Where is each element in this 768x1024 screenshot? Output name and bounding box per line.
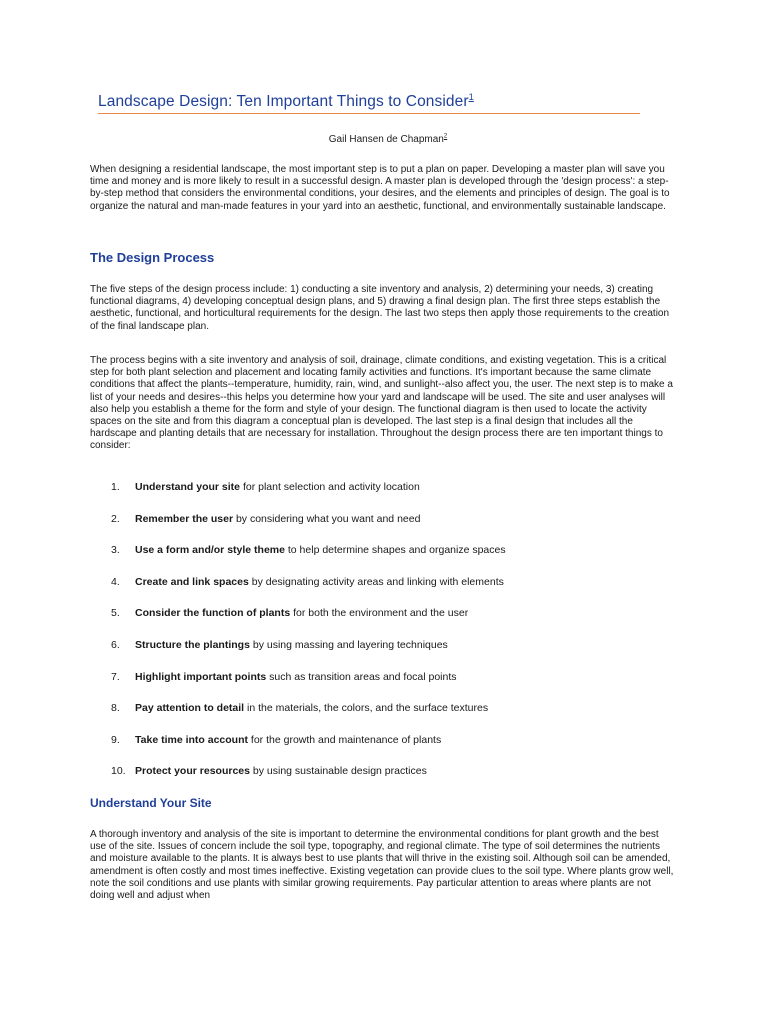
document-title-text: Landscape Design: Ten Important Things to Consider xyxy=(98,93,469,111)
list-item-bold-text: Consider the function of plants xyxy=(135,607,291,620)
list-item-description: such as transition areas and focal points xyxy=(266,670,457,683)
author-footnote-link[interactable]: 2 xyxy=(443,134,448,140)
list-item-description: by designating activity areas and linking with elements xyxy=(248,575,504,588)
list-item-number: 5. xyxy=(111,607,120,620)
list-item xyxy=(111,765,671,777)
list-item-description: for both the environment and the user xyxy=(290,607,469,620)
list-item-bold-text: Pay attention to detail xyxy=(135,702,245,715)
list-item-bold-text: Take time into account xyxy=(135,733,248,746)
list-item xyxy=(111,481,671,493)
list-item xyxy=(111,671,671,683)
list-item-description: for the growth and maintenance of plants xyxy=(248,733,442,746)
design-process-paragraph-2: The process begins with a site inventory and analysis of soil, drainage, climate conditions, and existing vegetation. This is a critical step for both plant selection and placement and locating family activities and functions. It's important because the same climate conditions that affect the plants--temperature, humidity, rain, wind, and sunlight--also affect you, the user. The next step is to make a list of your needs and desires--this helps you determine how your yard and landscape will be used. The site and user analyses will also help you establish a theme for the form and style of your design. The functional diagram is then used to locate the activity spaces on the site and from this diagram a conceptual plan is developed. The last step is a final design that includes all the hardscape and planting details that are necessary for installation. Throughout the design process there are ten important things to consider: xyxy=(90,355,673,452)
list-item-number: 8. xyxy=(111,702,120,715)
list-item xyxy=(111,639,671,651)
list-item xyxy=(111,702,671,714)
list-item xyxy=(111,576,671,588)
author-line xyxy=(0,134,768,145)
list-item-bold-text: Create and link spaces xyxy=(135,575,249,588)
list-item-description: by using sustainable design practices xyxy=(249,765,427,778)
intro-paragraph: When designing a residential landscape, the most important step is to put a plan on paper. Developing a master plan will save you time and money and is more likely to result in a successful design. A master plan is developed through the 'design process': a step-by-step method that considers the environmental conditions, your desires, and the elements and principles of design. The goal is to organize the natural and man-made features in your yard into an aesthetic, functional, and environmentally sustainable landscape. xyxy=(90,164,670,212)
list-item-number: 3. xyxy=(111,544,120,557)
list-item-description: to help determine shapes and organize spaces xyxy=(284,544,506,557)
list-item-number: 7. xyxy=(111,670,120,683)
list-item-number: 1. xyxy=(111,481,120,493)
list-item-bold-text: Remember the user xyxy=(135,512,234,525)
author-name: Gail Hansen de Chapman xyxy=(328,134,444,146)
list-item-number: 6. xyxy=(111,639,120,651)
list-item xyxy=(111,607,671,619)
list-item-bold-text: Protect your resources xyxy=(135,765,250,778)
list-item xyxy=(111,734,671,746)
list-item-bold-text: Structure the plantings xyxy=(135,639,250,651)
list-item-description: in the materials, the colors, and the surface textures xyxy=(244,702,489,715)
list-item-description: by using massing and layering techniques xyxy=(249,639,448,651)
document-title xyxy=(98,92,640,114)
title-footnote-link[interactable]: 1 xyxy=(468,92,474,102)
list-item-number: 4. xyxy=(111,575,120,588)
list-item-number: 10. xyxy=(111,765,126,778)
understand-site-paragraph: A thorough inventory and analysis of the site is important to determine the environmental conditions for plant growth and the best use of the site. Issues of concern include the soil type, topography, and regional climate. The type of soil determines the nutrients and moisture available to the plants. It is always best to use plants that will thrive in the existing soil. Although soil can be amended, amendment is often costly and most times ineffective. Existing vegetation can provide clues to the soil type. Where plants grow well, note the soil conditions and use plants with similar growing requirements. Pay particular attention to areas where plants are not doing well and adjust when xyxy=(90,829,674,902)
list-item-bold-text: Understand your site xyxy=(135,481,241,493)
list-item-description: for plant selection and activity location xyxy=(240,481,420,493)
section-heading-understand-site: Understand Your Site xyxy=(90,796,212,810)
list-item-number: 9. xyxy=(111,733,120,746)
list-item-bold-text: Use a form and/or style theme xyxy=(135,544,285,557)
design-process-paragraph-1: The five steps of the design process include: 1) conducting a site inventory and analysis, 2) determining your needs, 3) creating functional diagrams, 4) developing conceptual design plans, and 5) drawing a final design plan. The first three steps establish the aesthetic, functional, and horticultural requirements for the design. The last two steps then apply those requirements to the creation of the final landscape plan. xyxy=(90,284,670,332)
list-item-description: by considering what you want and need xyxy=(233,512,421,525)
list-item-bold-text: Highlight important points xyxy=(135,670,267,683)
list-item xyxy=(111,544,671,556)
list-item-number: 2. xyxy=(111,512,120,525)
list-item xyxy=(111,513,671,525)
section-heading-design-process: The Design Process xyxy=(90,250,215,265)
